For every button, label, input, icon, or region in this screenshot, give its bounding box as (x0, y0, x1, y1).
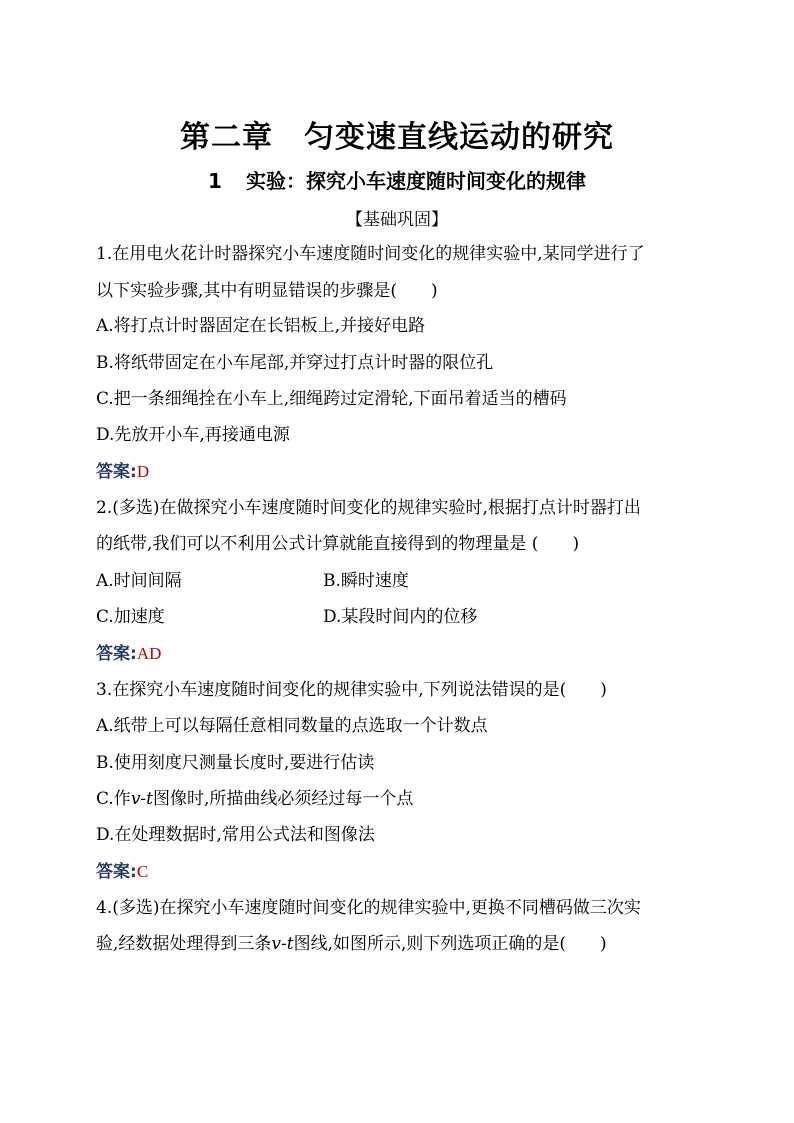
q4-stem-line2 (96, 933, 607, 955)
answer-label: 答案: (96, 862, 137, 882)
q2-option-d: D.某段时间内的位移 (323, 607, 478, 627)
answer-label: 答案: (96, 462, 137, 482)
q3-option-c (96, 788, 413, 810)
q4-stem-line1: 4.(多选)在探究小车速度随时间变化的规律实验中,更换不同槽码做三次实 (96, 898, 641, 918)
q4-stem-variable: v-t (271, 934, 294, 954)
chapter-title: 第二章 匀变速直线运动的研究 (180, 120, 614, 155)
block-label: 【基础巩固】 (346, 210, 448, 230)
q4-stem-line2-pre: 验,经数据处理得到三条 (96, 934, 272, 954)
q3-option-a: A.纸带上可以每隔任意相同数量的点选取一个计数点 (96, 716, 488, 736)
q2-stem-line1: 2.(多选)在做探究小车速度随时间变化的规律实验时,根据打点计时器打出 (96, 498, 641, 518)
q2-answer (96, 643, 161, 665)
q1-option-b: B.将纸带固定在小车尾部,并穿过打点计时器的限位孔 (96, 353, 494, 373)
q4-stem-line2-post: 图线,如图所示,则下列选项正确的是( ) (293, 934, 607, 954)
q2-option-b: B.瞬时速度 (323, 571, 409, 591)
answer-label: 答案: (96, 644, 137, 664)
q1-option-c: C.把一条细绳拴在小车上,细绳跨过定滑轮,下面吊着适当的槽码 (96, 389, 567, 409)
q1-answer (96, 461, 149, 483)
q3-option-d: D.在处理数据时,常用公式法和图像法 (96, 825, 375, 845)
q1-option-d: D.先放开小车,再接通电源 (96, 425, 290, 445)
q3-option-c-rest: 图像时,所描曲线必须经过每一个点 (153, 789, 414, 809)
answer-value: C (136, 862, 149, 881)
q2-option-a: A.时间间隔 (96, 571, 182, 591)
section-number: 1 (208, 169, 222, 193)
q1-stem-line1: 1.在用电火花计时器探究小车速度随时间变化的规律实验中,某同学进行了 (96, 244, 645, 264)
q2-option-c: C.加速度 (96, 607, 165, 627)
section-title (0, 165, 794, 194)
q3-option-b: B.使用刻度尺测量长度时,要进行估读 (96, 753, 375, 773)
q3-stem: 3.在探究小车速度随时间变化的规律实验中,下列说法错误的是( ) (96, 680, 607, 700)
q3-option-c-variable: v-t (130, 789, 153, 809)
q3-option-c-prefix: C.作 (96, 789, 131, 809)
q2-stem-line2: 的纸带,我们可以不利用公式计算就能直接得到的物理量是 ( ) (96, 534, 580, 554)
answer-value: AD (136, 644, 162, 663)
q1-stem-line2: 以下实验步骤,其中有明显错误的步骤是( ) (96, 281, 438, 301)
answer-value: D (136, 462, 150, 481)
q1-option-a: A.将打点计时器固定在长铝板上,并接好电路 (96, 316, 426, 336)
section-heading: 实验：探究小车速度随时间变化的规律 (245, 169, 586, 193)
q3-answer (96, 861, 148, 883)
